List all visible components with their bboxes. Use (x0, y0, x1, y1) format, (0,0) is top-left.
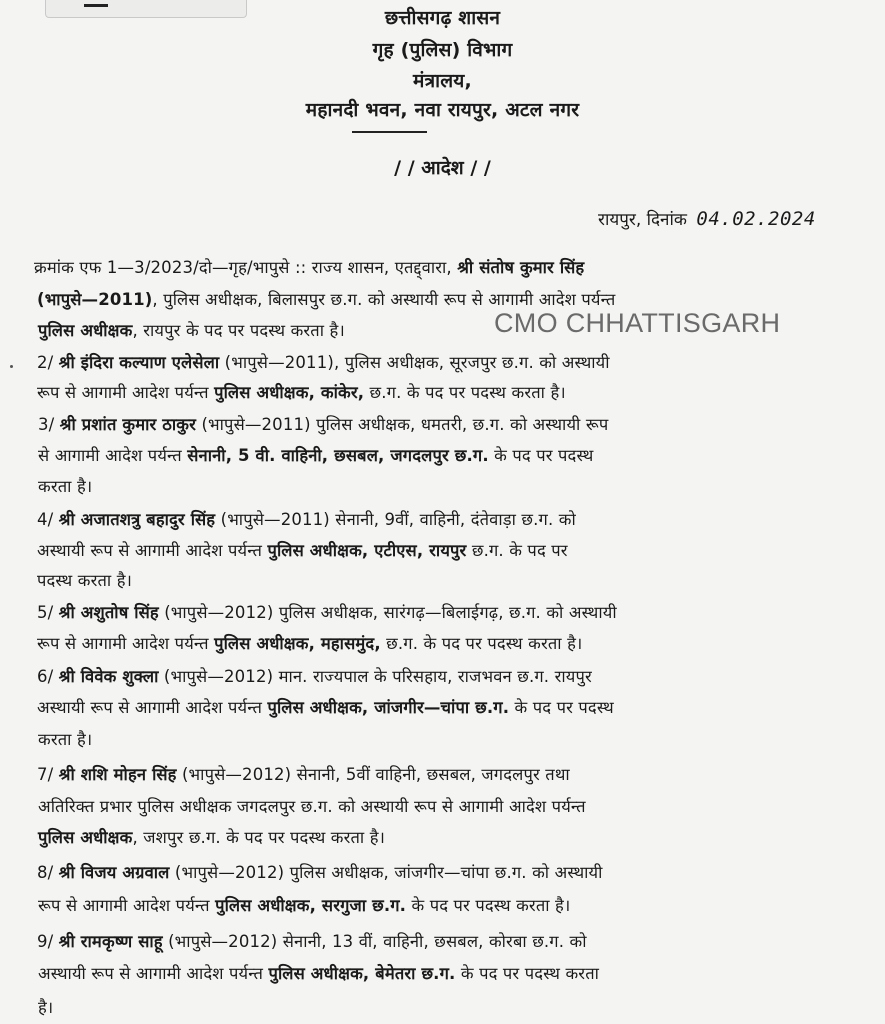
order-line-bold-text: श्री रामकृष्ण साहू (58, 932, 163, 951)
order-line-text: 3/ (38, 415, 60, 434)
order-line-text: 8/ (37, 863, 59, 882)
place-date (598, 207, 816, 230)
govt-title: छत्तीसगढ़ शासन (384, 7, 501, 29)
order-line-text: पदस्थ करता है। (37, 571, 133, 590)
order-line-text: (भापुसे—2011) सेनानी, 9वीं, वाहिनी, दंतेवाड़ा छ.ग. को (215, 510, 576, 529)
order-line-text: 2/ (37, 353, 59, 372)
order-line-bold-text: श्री शशि मोहन सिंह (58, 765, 177, 784)
order-line-text: 6/ (37, 667, 59, 686)
order-line-text: छ.ग. के पद पर पदस्थ करता है। (380, 634, 583, 653)
order-line-text: अस्थायी रूप से आगामी आदेश पर्यन्त (37, 698, 268, 717)
order-line-text: , जशपुर छ.ग. के पद पर पदस्थ करता है। (132, 828, 386, 847)
order-line-text: (भापुसे—2012) सेनानी, 5वीं वाहिनी, छसबल, जगदलपुर तथा (176, 765, 570, 784)
order-line (37, 380, 566, 403)
order-line (38, 412, 608, 435)
order-line-text: 5/ (37, 603, 59, 622)
order-line-bold-text: पुलिस अधीक्षक, जांजगीर—चांपा छ.ग. (267, 698, 510, 717)
order-line (38, 727, 92, 750)
order-line-bold-text: पुलिस अधीक्षक, एटीएस, रायपुर (267, 541, 467, 560)
order-line-bold-text: श्री संतोष कुमार सिंह (457, 258, 585, 277)
order-line (38, 794, 586, 817)
order-line-bold-text: श्री प्रशांत कुमार ठाकुर (59, 415, 197, 434)
order-line (37, 695, 614, 718)
department-title: गृह (पुलिस) विभाग (372, 39, 513, 61)
order-line-bold-text: श्री इंदिरा कल्याण एलेसेला (58, 353, 220, 372)
order-line-text: (भापुसे—2012) पुलिस अधीक्षक, जांजगीर—चांपा छ.ग. को अस्थायी (169, 863, 603, 882)
order-line-bold-text: श्री विजय अग्रवाल (58, 863, 170, 882)
order-line-text: अस्थायी रूप से आगामी आदेश पर्यन्त (38, 964, 269, 983)
order-line (38, 893, 570, 916)
order-line-text: (भापुसे—2011), पुलिस अधीक्षक, सूरजपुर छ.ग. को अस्थायी (219, 353, 610, 372)
order-line-text: के पद पर पदस्थ करता (455, 964, 600, 983)
order-line (38, 318, 345, 341)
address-line: महानदी भवन, नवा रायपुर, अटल नगर (305, 99, 580, 121)
order-line-bold-text: पुलिस अधीक्षक, सरगुजा छ.ग. (215, 896, 407, 915)
order-line-bold-text: पुलिस अधीक्षक (38, 828, 133, 847)
order-line-text: करता है। (38, 477, 93, 496)
order-line-bold-text: श्री विवेक शुक्ला (58, 667, 159, 686)
order-line-text: , रायपुर के पद पर पदस्थ करता है। (132, 321, 345, 340)
order-line-text: रूप से आगामी आदेश पर्यन्त (38, 896, 216, 915)
order-line (38, 961, 599, 984)
order-line-text: अस्थायी रूप से आगामी आदेश पर्यन्त (37, 541, 268, 560)
order-line (37, 350, 610, 373)
order-line (34, 255, 584, 278)
order-line-text: 9/ (37, 932, 59, 951)
order-line-text: (भापुसे—2012) पुलिस अधीक्षक, सारंगढ़—बिलाईगढ़, छ.ग. को अस्थायी (158, 603, 617, 622)
order-line-bold-text: श्री अजातशत्रु बहादुर सिंह (58, 510, 216, 529)
order-line-text: अतिरिक्त प्रभार पुलिस अधीक्षक जगदलपुर छ.ग. को अस्थायी रूप से आगामी आदेश पर्यन्त (38, 797, 586, 816)
order-line (37, 762, 570, 785)
order-line-bold-text: (भापुसे—2011) (37, 290, 153, 309)
order-line-text: करता है। (38, 730, 93, 749)
order-line (37, 664, 592, 687)
order-line-bold-text: श्री अशुतोष सिंह (58, 603, 159, 622)
order-line-bold-text: पुलिस अधीक्षक, कांकेर, (214, 383, 365, 402)
order-line (37, 568, 132, 591)
order-line-bold-text: सेनानी, 5 वी. वाहिनी, छसबल, जगदलपुर छ.ग. (187, 446, 489, 465)
order-title: / / आदेश / / (394, 157, 491, 179)
handwritten-date: 04.02.2024 (696, 208, 816, 230)
order-line-bold-text: पुलिस अधीक्षक, बेमेतरा छ.ग. (268, 964, 456, 983)
order-line-text: (भापुसे—2012) मान. राज्यपाल के परिसहाय, राजभवन छ.ग. रायपुर (158, 667, 592, 686)
order-line-text: के पद पर पदस्थ (488, 446, 594, 465)
scan-dot (10, 365, 13, 368)
order-line-bold-text: पुलिस अधीक्षक, महासमुंद, (214, 634, 381, 653)
order-line-text: छ.ग. के पद पर (466, 541, 568, 560)
place-date-label: रायपुर, दिनांक (598, 210, 687, 230)
order-line-text: के पद पर पदस्थ करता है। (406, 896, 571, 915)
order-line-text: 7/ (37, 765, 59, 784)
order-line (37, 287, 615, 310)
order-line-text: (भापुसे—2012) सेनानी, 13 वीं, वाहिनी, छसबल, कोरबा छ.ग. को (162, 932, 587, 951)
order-line (37, 600, 617, 623)
order-line (38, 443, 593, 466)
watermark: CMO CHHATTISGARH (494, 308, 781, 338)
order-line (37, 538, 568, 561)
order-line-bold-text: पुलिस अधीक्षक (38, 321, 133, 340)
order-line (38, 474, 92, 497)
ministry-title: मंत्रालय, (413, 70, 472, 92)
order-line-text: है। (38, 998, 54, 1017)
order-line-text: (भापुसे—2011) पुलिस अधीक्षक, धमतरी, छ.ग. को अस्थायी रूप (196, 415, 609, 434)
order-line-text: , पुलिस अधीक्षक, बिलासपुर छ.ग. को अस्थायी रूप से आगामी आदेश पर्यन्त (152, 290, 616, 309)
order-line (38, 995, 53, 1018)
order-line-text: से आगामी आदेश पर्यन्त (38, 446, 188, 465)
order-line (37, 860, 603, 883)
order-line (37, 631, 582, 654)
order-line-text: के पद पर पदस्थ (509, 698, 614, 717)
order-line-text: छ.ग. के पद पर पदस्थ करता है। (364, 383, 566, 402)
order-line (37, 507, 576, 530)
order-line-text: रूप से आगामी आदेश पर्यन्त (37, 634, 215, 653)
order-line-text: क्रमांक एफ 1—3/2023/दो—गृह/भापुसे :: राज्य शासन, एतद्द्वारा, (34, 258, 458, 277)
order-line (38, 825, 385, 848)
order-line-text: रूप से आगामी आदेश पर्यन्त (37, 383, 215, 402)
header-divider (352, 131, 427, 133)
order-line-text: 4/ (37, 510, 59, 529)
order-line (37, 929, 587, 952)
